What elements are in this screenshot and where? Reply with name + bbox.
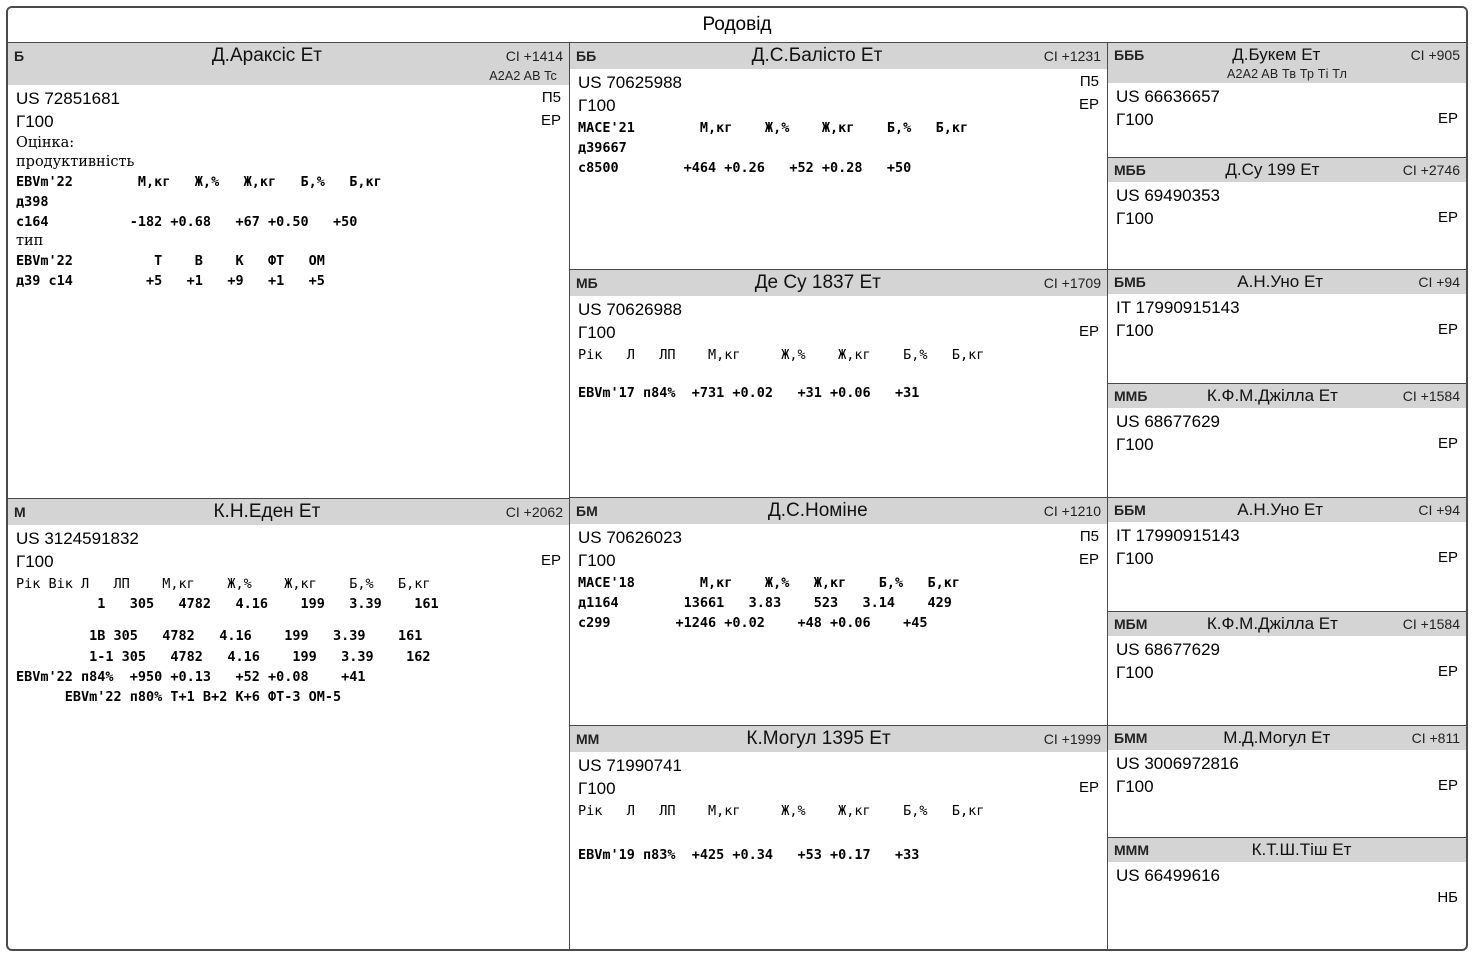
animal-header-bbm (1108, 498, 1466, 522)
animal-name-mb: Де Су 1837 Ет (754, 272, 881, 293)
animal-code-mmm: МММ (1114, 842, 1149, 858)
animal-gen-bbb: Г100 (1116, 109, 1154, 129)
generation-3-column (1108, 43, 1466, 949)
lactation-row2-m: 1В 305 4782 4.16 199 3.39 161 (16, 628, 423, 645)
lactation-header-m: Рік Вік Л ЛП М,кг Ж,% Ж,кг Б,% Б,кг (16, 575, 431, 592)
animal-id-row-m (16, 528, 561, 551)
animal-code-mbm: МБМ (1114, 616, 1148, 632)
mace-header-bb: MACE'21 М,кг Ж,% Ж,кг Б,% Б,кг (578, 119, 969, 136)
animal-cell-mb[interactable] (570, 269, 1107, 497)
animal-header-bmm (1108, 726, 1466, 750)
animal-gen-row-mb (578, 322, 1099, 345)
animal-ci-bmm: CI +811 (1411, 730, 1460, 746)
animal-id-row-b (16, 88, 561, 111)
animal-id-bmb: IT 17990915143 (1116, 298, 1240, 317)
animal-name-mbb: Д.Су 199 Ет (1225, 160, 1320, 179)
animal-id-mbb: US 69490353 (1116, 186, 1220, 205)
animal-header-b (8, 43, 569, 69)
animal-gen-row-bbm (1116, 548, 1458, 571)
animal-id-row-mm (578, 755, 1099, 778)
lactation-header-mm: Рік Л ЛП М,кг Ж,% Ж,кг Б,% Б,кг (578, 802, 985, 819)
animal-id-row-bmb (1116, 297, 1458, 320)
animal-id-bm: US 70626023 (578, 528, 682, 547)
animal-ci-b: CI +1414 (505, 48, 563, 64)
animal-gen-right-mbb: EP (1437, 208, 1458, 226)
animal-gen-right-bbm: EP (1437, 548, 1458, 566)
ebv-production-m: EBVm'22 п84% +950 +0.13 +52 +0.08 +41 (16, 668, 366, 685)
mace-values-bm: с299 +1246 +0.02 +48 +0.06 +45 (578, 615, 928, 632)
animal-gen-bmm: Г100 (1116, 776, 1154, 796)
animal-cell-mm[interactable] (570, 725, 1107, 949)
animal-code-bbb: БББ (1114, 47, 1145, 63)
productivity-label-b: продуктивність (16, 153, 135, 170)
animal-name-mbm: К.Ф.М.Джілла Ет (1206, 614, 1338, 633)
animal-header-bb (570, 43, 1107, 69)
animal-ci-mm: CI +1999 (1043, 731, 1101, 747)
ebv-production-mb: EBVm'17 п84% +731 +0.02 +31 +0.06 +31 (578, 385, 920, 402)
animal-ci-mmb: CI +1584 (1402, 388, 1460, 404)
animal-gen-row-mbm (1116, 662, 1458, 685)
animal-code-mm: ММ (576, 731, 600, 747)
animal-gen-right-b: EP (540, 111, 561, 129)
animal-code-b: Б (14, 48, 25, 64)
animal-code-bbm: ББМ (1114, 502, 1146, 518)
ebv-production-mm: EBVm'19 п83% +425 +0.34 +53 +0.17 +33 (578, 847, 920, 864)
animal-gen-row-bmm (1116, 776, 1458, 799)
animal-name-bbb: Д.Букем Ет (1232, 45, 1321, 64)
animal-gen-right-mmm: НБ (1437, 888, 1458, 906)
animal-gen-mbm: Г100 (1116, 662, 1154, 682)
ebv-type-m: EBVm'22 п80% Т+1 В+2 К+6 ФТ-3 ОМ-5 (16, 689, 342, 706)
animal-ci-bb: CI +1231 (1043, 48, 1101, 64)
animal-traits-b: A2A2 AB Tc (8, 69, 569, 85)
animal-name-bmb: А.Н.Уно Ет (1237, 272, 1324, 291)
animal-gen-bb: Г100 (578, 95, 616, 115)
animal-ci-mb: CI +1709 (1043, 275, 1101, 291)
animal-id-row-mbb (1116, 185, 1458, 208)
animal-code-mb: МБ (576, 275, 598, 291)
lactation-row3-m: 1-1 305 4782 4.16 199 3.39 162 (16, 648, 431, 665)
animal-body-m (8, 525, 569, 709)
animal-header-mbm (1108, 612, 1466, 636)
animal-code-mbb: МББ (1114, 162, 1146, 178)
animal-gen-bbm: Г100 (1116, 548, 1154, 568)
animal-body-bbb (1108, 83, 1466, 134)
mace-header-bm: MACE'18 М,кг Ж,% Ж,кг Б,% Б,кг (578, 574, 961, 591)
animal-gen-mbb: Г100 (1116, 208, 1154, 228)
animal-body-mbb (1108, 182, 1466, 233)
animal-gen-mm: Г100 (578, 778, 616, 798)
animal-id-mmb: US 68677629 (1116, 412, 1220, 431)
animal-gen-row-bb (578, 95, 1099, 118)
animal-body-bm (570, 524, 1107, 636)
animal-name-b: Д.Аракcіс Ет (211, 45, 322, 66)
animal-id-row-mmm (1116, 865, 1458, 888)
animal-gen-row-mm (578, 778, 1099, 801)
animal-gen-right-mm: EP (1078, 778, 1099, 796)
type-header-b: EBVm'22 Т В К ФТ ОМ (16, 253, 325, 270)
animal-body-bmb (1108, 294, 1466, 345)
animal-gen-row-bmb (1116, 320, 1458, 343)
animal-gen-right-mmb: EP (1437, 434, 1458, 452)
animal-id-bbm: IT 17990915143 (1116, 526, 1240, 545)
animal-cell-bb[interactable] (570, 43, 1107, 269)
animal-id-right-b: П5 (541, 89, 561, 106)
animal-header-mbb (1108, 158, 1466, 182)
animal-gen-right-m: EP (540, 551, 561, 569)
animal-id-row-bb (578, 72, 1099, 95)
animal-gen-right-bmm: EP (1437, 776, 1458, 794)
animal-gen-m: Г100 (16, 551, 54, 571)
animal-ci-bmb: CI +94 (1418, 274, 1460, 290)
animal-gen-right-bmb: EP (1437, 320, 1458, 338)
animal-id-b: US 72851681 (16, 89, 120, 108)
animal-cell-mmb[interactable] (1108, 383, 1466, 497)
animal-cell-bmb[interactable] (1108, 269, 1466, 383)
lactation-header-mb: Рік Л ЛП М,кг Ж,% Ж,кг Б,% Б,кг (578, 346, 985, 363)
animal-code-bm: БМ (576, 503, 598, 519)
animal-header-mmm (1108, 838, 1466, 862)
animal-header-bmb (1108, 270, 1466, 294)
animal-header-mm (570, 726, 1107, 752)
animal-body-mmm (1108, 862, 1466, 910)
animal-code-bmm: БММ (1114, 730, 1148, 746)
animal-id-right-bb: П5 (1079, 73, 1099, 90)
animal-body-bb (570, 69, 1107, 181)
animal-body-mm (570, 752, 1107, 867)
animal-name-mmm: К.Т.Ш.Тіш Ет (1251, 840, 1352, 859)
mace-daughters-bm: д1164 13661 3.83 523 3.14 429 (578, 595, 952, 612)
animal-id-row-bmm (1116, 753, 1458, 776)
animal-name-mmb: К.Ф.М.Джілла Ет (1206, 386, 1338, 405)
pedigree-columns (8, 43, 1466, 949)
animal-ci-bbm: CI +94 (1418, 502, 1460, 518)
animal-body-mbm (1108, 636, 1466, 687)
animal-cell-mmm[interactable] (1108, 837, 1466, 949)
mace-daughters-bb: д39667 (578, 140, 627, 157)
page-title: Родовід (8, 8, 1466, 43)
mace-values-bb: с8500 +464 +0.26 +52 +0.28 +50 (578, 160, 912, 177)
animal-id-row-mbm (1116, 639, 1458, 662)
animal-gen-mmb: Г100 (1116, 434, 1154, 454)
animal-id-right-bm: П5 (1079, 528, 1099, 545)
animal-name-bmm: М.Д.Могул Ет (1223, 728, 1331, 747)
generation-1-column (8, 43, 570, 949)
animal-id-mm: US 71990741 (578, 756, 682, 775)
type-label-b: тип (16, 233, 44, 250)
animal-name-mm: К.Могул 1395 Ет (746, 728, 891, 749)
animal-cell-mbb[interactable] (1108, 157, 1466, 269)
animal-name-bbm: А.Н.Уно Ет (1237, 500, 1324, 519)
animal-id-row-bbb (1116, 86, 1458, 109)
animal-header-mb (570, 270, 1107, 296)
animal-cell-dam[interactable] (8, 498, 569, 949)
animal-gen-b: Г100 (16, 111, 54, 131)
animal-id-bb: US 70625988 (578, 73, 682, 92)
ebv-values-b: с164 -182 +0.68 +67 +0.50 +50 (16, 214, 358, 231)
animal-gen-right-bb: EP (1078, 95, 1099, 113)
ebv-daughters-b: д398 (16, 193, 49, 210)
animal-cell-bm[interactable] (570, 497, 1107, 725)
animal-gen-right-bm: EP (1078, 550, 1099, 568)
pedigree-frame (6, 6, 1468, 951)
animal-gen-row-mmb (1116, 434, 1458, 457)
animal-code-bmb: БМБ (1114, 274, 1146, 290)
animal-ci-bm: CI +1210 (1043, 503, 1101, 519)
animal-header-bm (570, 498, 1107, 524)
animal-gen-bm: Г100 (578, 550, 616, 570)
animal-ci-bbb: CI +905 (1410, 47, 1460, 63)
animal-body-bbm (1108, 522, 1466, 573)
animal-cell-mbm[interactable] (1108, 611, 1466, 725)
animal-body-bmm (1108, 750, 1466, 801)
animal-body-b (8, 85, 569, 294)
eval-label-b: Оцінка: (16, 134, 75, 151)
animal-name-m: К.Н.Еден Ет (213, 501, 321, 522)
animal-body-mb (570, 296, 1107, 405)
animal-cell-bbb[interactable] (1108, 43, 1466, 157)
animal-ci-mbm: CI +1584 (1402, 616, 1460, 632)
animal-gen-right-bbb: EP (1437, 109, 1458, 127)
animal-gen-right-mbm: EP (1437, 662, 1458, 680)
animal-id-row-bbm (1116, 525, 1458, 548)
animal-gen-right-mb: EP (1078, 322, 1099, 340)
animal-code-mmb: ММБ (1114, 388, 1148, 404)
animal-id-row-mmb (1116, 411, 1458, 434)
animal-gen-row-m (16, 551, 561, 574)
animal-gen-row-b (16, 111, 561, 134)
animal-id-bmm: US 3006972816 (1116, 754, 1239, 773)
animal-code-m: М (14, 504, 26, 520)
animal-id-row-mb (578, 299, 1099, 322)
animal-id-m: US 3124591832 (16, 529, 139, 548)
animal-body-mmb (1108, 408, 1466, 459)
animal-name-bb: Д.С.Балісто Ет (751, 45, 883, 66)
ebv-header-b: EBVm'22 М,кг Ж,% Ж,кг Б,% Б,кг (16, 173, 382, 190)
animal-name-bm: Д.С.Номіне (767, 500, 868, 521)
generation-2-column (570, 43, 1108, 949)
animal-gen-row-bbb (1116, 109, 1458, 132)
animal-gen-bmb: Г100 (1116, 320, 1154, 340)
lactation-row1-m: 1 305 4782 4.16 199 3.39 161 (16, 596, 439, 613)
animal-traits-bbb: A2A2 AB Тв Тр Ті Тл (1108, 67, 1466, 83)
animal-header-m (8, 499, 569, 525)
animal-cell-bbm[interactable] (1108, 497, 1466, 611)
animal-gen-row-mbb (1116, 208, 1458, 231)
animal-header-mmb (1108, 384, 1466, 408)
animal-id-mbm: US 68677629 (1116, 640, 1220, 659)
animal-code-bb: ББ (576, 48, 597, 64)
animal-gen-mb: Г100 (578, 322, 616, 342)
animal-id-bbb: US 66636657 (1116, 87, 1220, 106)
animal-id-mb: US 70626988 (578, 300, 682, 319)
animal-gen-row-mmm (1116, 888, 1458, 908)
animal-id-row-bm (578, 527, 1099, 550)
animal-ci-m: CI +2062 (505, 504, 563, 520)
animal-gen-row-bm (578, 550, 1099, 573)
animal-ci-mbb: CI +2746 (1402, 162, 1460, 178)
animal-header-bbb (1108, 43, 1466, 67)
type-values-b: д39 с14 +5 +1 +9 +1 +5 (16, 273, 325, 290)
animal-id-mmm: US 66499616 (1116, 866, 1220, 885)
animal-cell-sire[interactable] (8, 43, 569, 498)
animal-cell-bmm[interactable] (1108, 725, 1466, 837)
